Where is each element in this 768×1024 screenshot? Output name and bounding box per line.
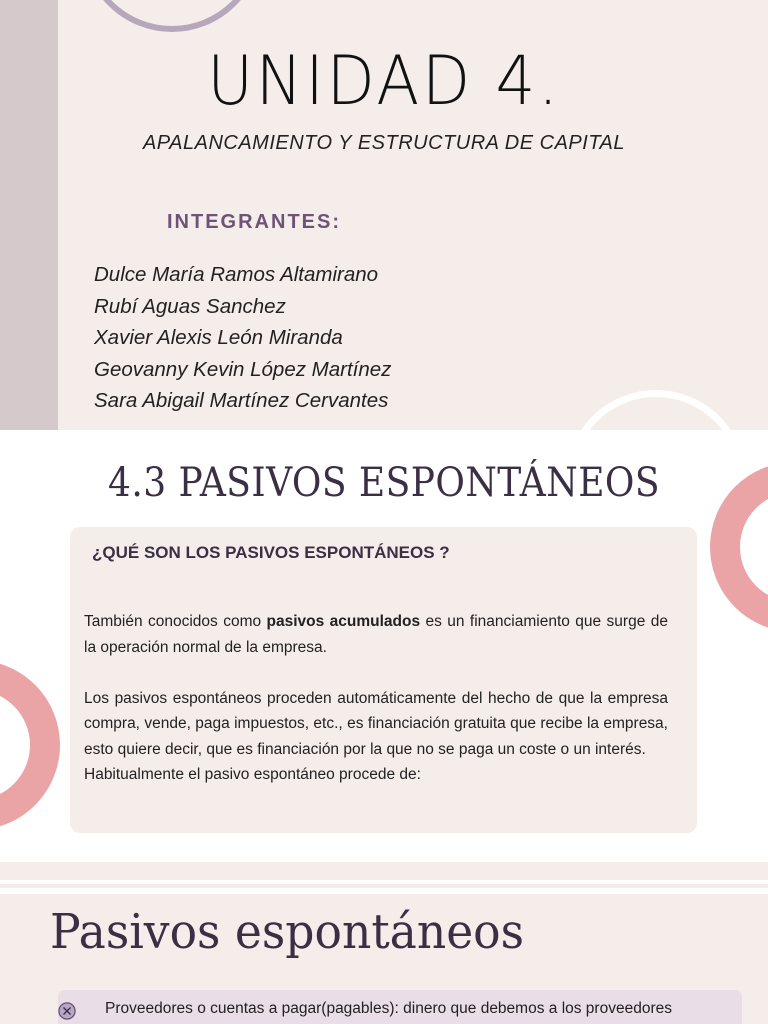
x-circle-icon [58, 1002, 76, 1020]
slide-pasivos-list [0, 894, 768, 1024]
card-body [84, 609, 668, 788]
slide3-title: Pasivos espontáneos [50, 904, 525, 960]
paragraph-explanation: Los pasivos espontáneos proceden automáticamente del hecho de que la empresa compra, vende, paga impuestos, etc., es financiación gratuita que recibe la empresa, esto quiere decir, que es financiación por la que no se paga un coste o un interés. [84, 689, 668, 758]
members-heading: INTEGRANTES: [167, 211, 341, 233]
decorative-ring-pink-left [0, 660, 60, 830]
unit-title: UNIDAD 4. [207, 42, 561, 121]
members-list [94, 259, 391, 417]
decorative-ring-top [82, 0, 262, 32]
section-title: 4.3 PASIVOS ESPONTÁNEOS [107, 460, 661, 506]
paragraph-intro-list: Habitualmente el pasivo espontáneo procede de: [84, 766, 421, 783]
paragraph-definition [84, 609, 668, 660]
member-name: Xavier Alexis León Miranda [94, 326, 343, 349]
bullet-text: Proveedores o cuentas a pagar(pagables): dinero que debemos a los proveedores [105, 1000, 672, 1017]
bold-term: pasivos acumulados [266, 613, 421, 630]
paragraph-text: es un financiamiento que surge de la operación normal de la empresa. [84, 613, 668, 656]
slide-pasivos-espontaneos [0, 430, 768, 862]
paragraph-text: También conocidos como [84, 613, 267, 630]
card-heading: ¿QUÉ SON LOS PASIVOS ESPONTÁNEOS ? [92, 543, 450, 562]
definition-card [70, 527, 697, 833]
member-name: Rubí Aguas Sanchez [94, 294, 286, 318]
member-name: Geovanny Kevin López Martínez [94, 357, 392, 381]
slide-divider [0, 862, 768, 894]
member-name: Sara Abigail Martínez Cervantes [94, 389, 389, 412]
bullet-item [58, 990, 742, 1024]
member-name: Dulce María Ramos Altamirano [94, 263, 379, 286]
slide-title [0, 0, 768, 430]
unit-subtitle: APALANCAMIENTO Y ESTRUCTURA DE CAPITAL [142, 132, 626, 154]
decorative-ring-white [566, 390, 746, 430]
